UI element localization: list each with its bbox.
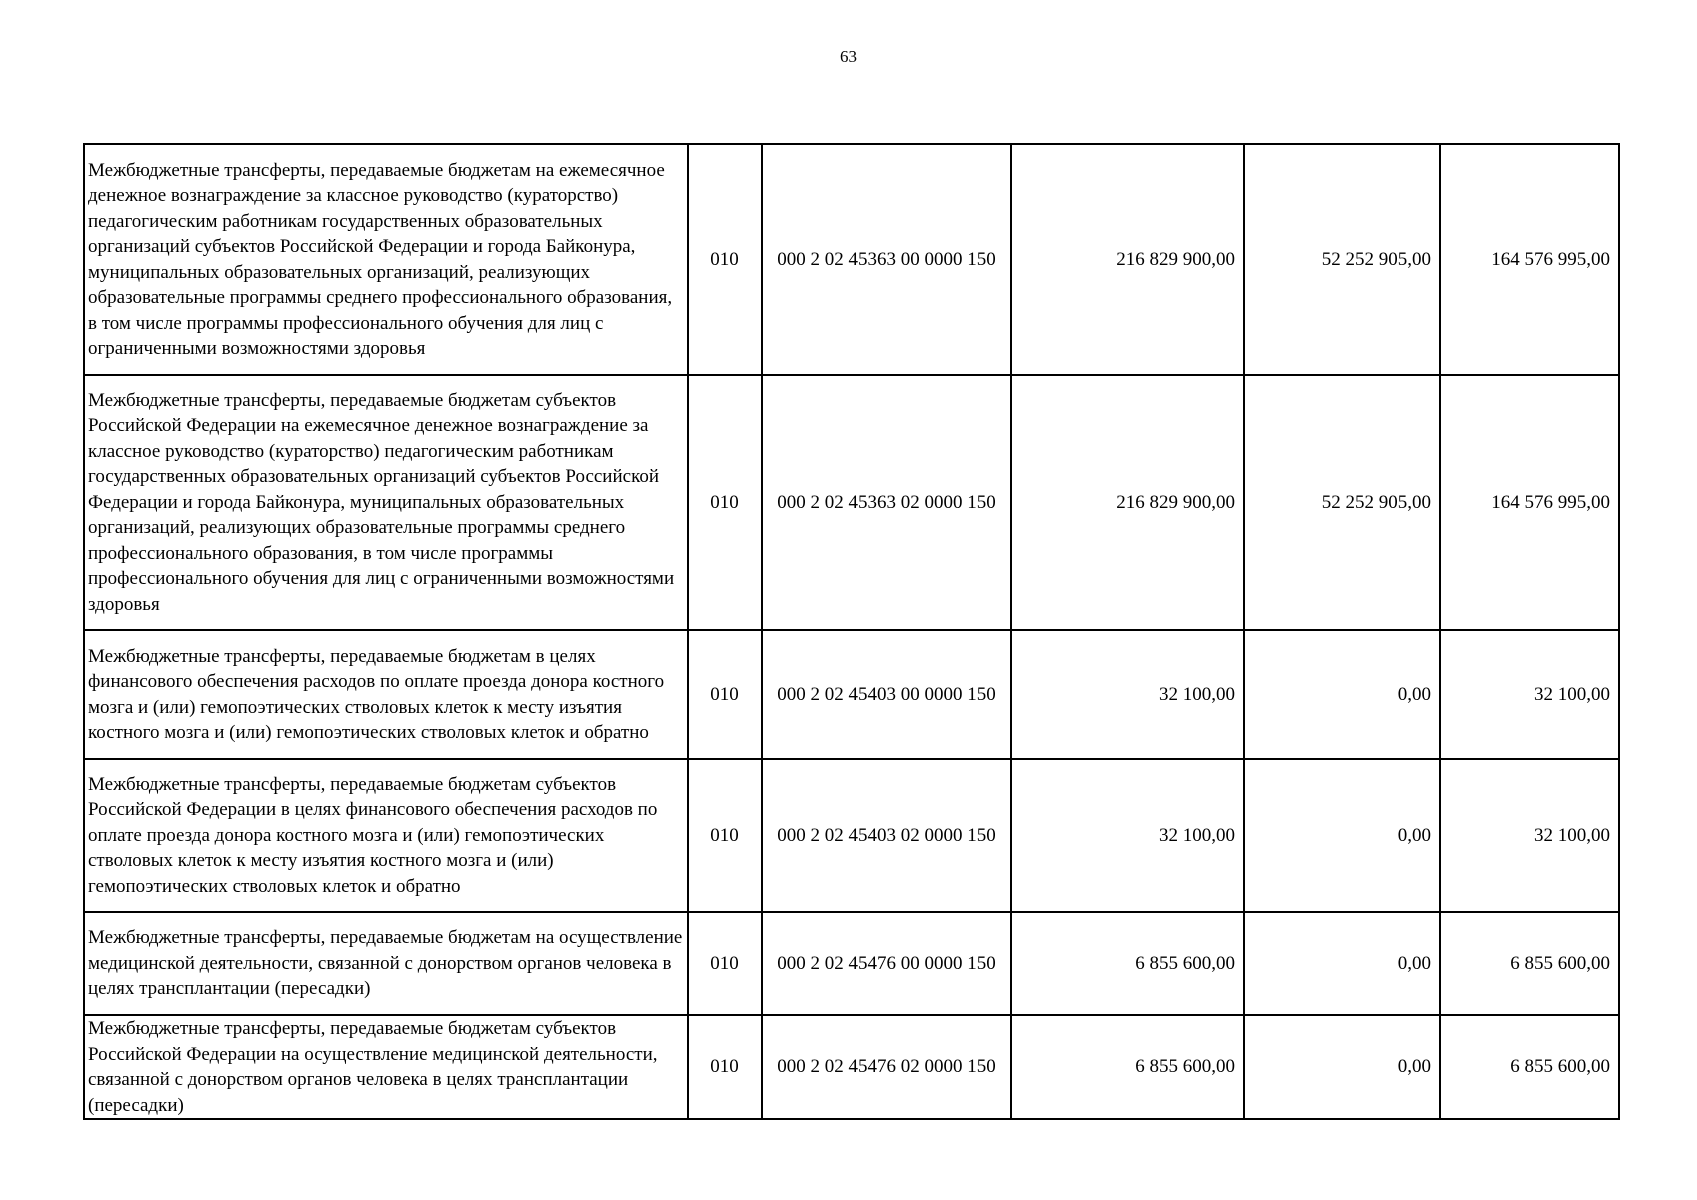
row-line-code: 010 — [688, 912, 762, 1015]
row-line-code: 010 — [688, 630, 762, 759]
row-executed-amount: 0,00 — [1244, 1015, 1440, 1119]
row-line-code: 010 — [688, 375, 762, 630]
row-unexecuted-amount: 32 100,00 — [1440, 759, 1619, 912]
table-row — [84, 759, 1619, 912]
row-executed-amount: 0,00 — [1244, 912, 1440, 1015]
row-unexecuted-amount: 164 576 995,00 — [1440, 375, 1619, 630]
row-approved-amount: 6 855 600,00 — [1011, 912, 1244, 1015]
row-description: Межбюджетные трансферты, передаваемые бюджетам в целях финансового обеспечения расходов по оплате проезда донора костного мозга и (или) гемопоэтических стволовых клеток к месту изъятия костного мозга и (или) гемопоэтических стволовых клеток и обратно — [84, 630, 688, 759]
row-unexecuted-amount: 32 100,00 — [1440, 630, 1619, 759]
row-approved-amount: 32 100,00 — [1011, 630, 1244, 759]
row-description: Межбюджетные трансферты, передаваемые бюджетам на осуществление медицинской деятельности, связанной с донорством органов человека в целях трансплантации (пересадки) — [84, 912, 688, 1015]
row-classification-code: 000 2 02 45476 00 0000 150 — [762, 912, 1011, 1015]
row-approved-amount: 216 829 900,00 — [1011, 375, 1244, 630]
table-row — [84, 375, 1619, 630]
table-row — [84, 1015, 1619, 1119]
row-unexecuted-amount: 164 576 995,00 — [1440, 144, 1619, 375]
row-unexecuted-amount: 6 855 600,00 — [1440, 1015, 1619, 1119]
table-row — [84, 144, 1619, 375]
row-classification-code: 000 2 02 45403 00 0000 150 — [762, 630, 1011, 759]
row-description: Межбюджетные трансферты, передаваемые бюджетам субъектов Российской Федерации в целях финансового обеспечения расходов по оплате проезда донора костного мозга и (или) гемопоэтических стволовых клеток к месту изъятия костного мозга и (или) гемопоэтических стволовых клеток и обратно — [84, 759, 688, 912]
row-executed-amount: 52 252 905,00 — [1244, 375, 1440, 630]
row-classification-code: 000 2 02 45476 02 0000 150 — [762, 1015, 1011, 1119]
row-approved-amount: 6 855 600,00 — [1011, 1015, 1244, 1119]
row-line-code: 010 — [688, 144, 762, 375]
revenue-table — [83, 143, 1620, 1120]
row-classification-code: 000 2 02 45363 02 0000 150 — [762, 375, 1011, 630]
table-row — [84, 912, 1619, 1015]
row-approved-amount: 32 100,00 — [1011, 759, 1244, 912]
row-executed-amount: 52 252 905,00 — [1244, 144, 1440, 375]
row-unexecuted-amount: 6 855 600,00 — [1440, 912, 1619, 1015]
row-description: Межбюджетные трансферты, передаваемые бюджетам субъектов Российской Федерации на ежемесячное денежное вознаграждение за классное руководство (кураторство) педагогическим работникам государственных образовательных организаций субъектов Российской Федерации и города Байконура, муниципальных образовательных организаций, реализующих образовательные программы среднего профессионального образования, в том числе программы профессионального обучения для лиц с ограниченными возможностями здоровья — [84, 375, 688, 630]
row-classification-code: 000 2 02 45363 00 0000 150 — [762, 144, 1011, 375]
row-line-code: 010 — [688, 1015, 762, 1119]
row-description: Межбюджетные трансферты, передаваемые бюджетам на ежемесячное денежное вознаграждение за классное руководство (кураторство) педагогическим работникам государственных образовательных организаций субъектов Российской Федерации и города Байконура, муниципальных образовательных организаций, реализующих образовательные программы среднего профессионального образования, в том числе программы профессионального обучения для лиц с ограниченными возможностями здоровья — [84, 144, 688, 375]
row-executed-amount: 0,00 — [1244, 759, 1440, 912]
row-executed-amount: 0,00 — [1244, 630, 1440, 759]
page-number: 63 — [840, 47, 857, 66]
row-classification-code: 000 2 02 45403 02 0000 150 — [762, 759, 1011, 912]
row-approved-amount: 216 829 900,00 — [1011, 144, 1244, 375]
table-row — [84, 630, 1619, 759]
row-line-code: 010 — [688, 759, 762, 912]
row-description: Межбюджетные трансферты, передаваемые бюджетам субъектов Российской Федерации на осуществление медицинской деятельности, связанной с донорством органов человека в целях трансплантации (пересадки) — [84, 1015, 688, 1119]
